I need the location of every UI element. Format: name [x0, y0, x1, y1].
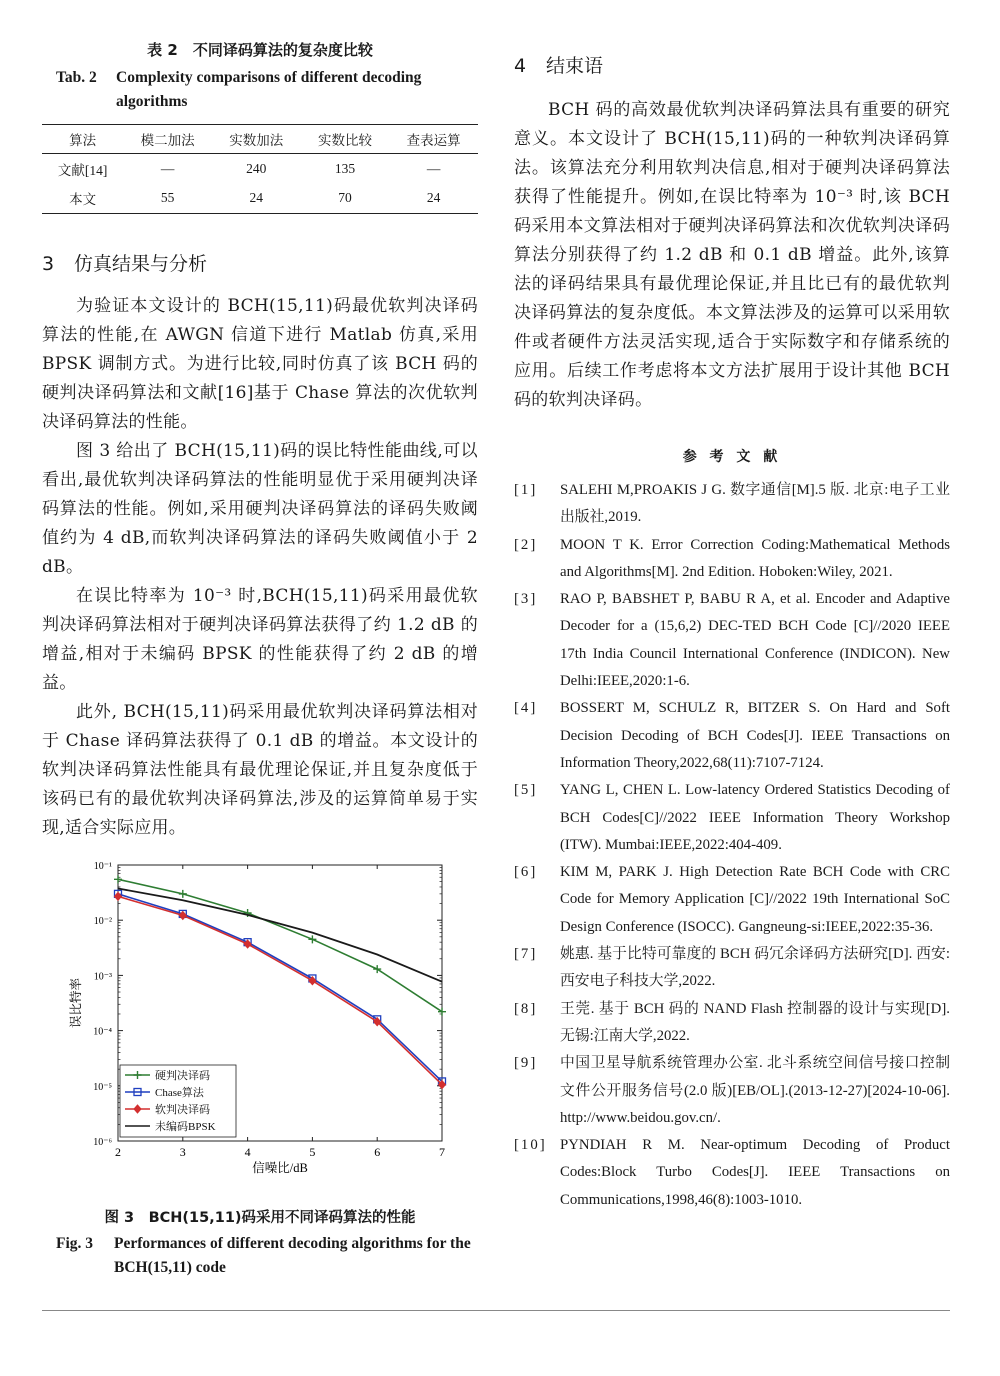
reference-number: [5] [514, 782, 538, 799]
left-column [42, 38, 478, 1287]
table-header-cell: 实数比较 [301, 125, 390, 154]
x-axis-label: 信噪比/dB [252, 1161, 308, 1175]
reference-number: [2] [514, 536, 538, 553]
table-header-cell: 实数加法 [212, 125, 301, 154]
table-cell: 240 [246, 160, 267, 176]
x-tick-label: 2 [115, 1145, 121, 1159]
table-label-en: Tab. 2 [56, 69, 97, 86]
reference-item [514, 586, 950, 695]
table-row [42, 184, 478, 214]
reference-item [514, 1050, 950, 1132]
reference-number: [10] [514, 1137, 547, 1154]
figure-caption-cn: 图 3 BCH(15,11)码采用不同译码算法的性能 [104, 1210, 416, 1226]
ber-chart [42, 857, 478, 1175]
series-point-0 [373, 965, 381, 973]
footer-divider [42, 1310, 950, 1311]
series-line-3 [118, 889, 442, 982]
reference-number: [8] [514, 1000, 538, 1017]
reference-item [514, 1132, 950, 1214]
table-cell: — [426, 160, 441, 176]
reference-text: RAO P, BABSHET P, BABU R A, et al. Encoder and Adaptive Decoder for a (15,6,2) DEC-TED BCH Code [C]//2020 IEEE 17th India Council International Conference (INDICON). New Delhi:IEEE,2020:1-6. [560, 591, 950, 690]
reference-number: [3] [514, 591, 538, 608]
table-header-cell: 查表运算 [389, 125, 478, 154]
table-cell: — [160, 160, 175, 176]
body-paragraph: BCH 码的高效最优软判决译码算法具有重要的研究意义。本文设计了 BCH(15,11)码的一种软判决译码算法。该算法充分利用软判决信息,相对于硬判决译码算法获得了性能提升。例如,在误比特率为 10⁻³ 时,该 BCH 码采用本文算法相对于硬判决译码算法和次优软判决译码算法分别获得了约 1.2 dB 和 0.1 dB 增益。此外,该算法的译码结果具有最优理论保证,并且比已有的最优软判决译码算法的复杂度低。本文算法涉及的运算可以采用软件或者硬件方法灵活实现,适合于实际数字和存储系统的应用。后续工作考虑将本文方法扩展用于设计其他 BCH 码的软判决译码。 [514, 100, 950, 410]
body-paragraph: 此外, BCH(15,11)码采用最优软判决译码算法相对于 Chase 译码算法获得了 0.1 dB 的增益。本文设计的软判决译码算法性能具有最优理论保证,并且复杂度低于该码已有的最优软判决译码算法,涉及的运算简单易于实现,适合实际应用。 [42, 702, 478, 838]
reference-text: SALEHI M,PROAKIS J G. 数字通信[M].5 版. 北京:电子工业出版社,2019. [560, 482, 950, 526]
section-4-heading [514, 52, 950, 80]
reference-text: 王莞. 基于 BCH 码的 NAND Flash 控制器的设计与实现[D]. 无锡:江南大学,2022. [560, 1000, 950, 1044]
y-axis-label: 误比特率 [69, 977, 83, 1029]
reference-text: KIM M, PARK J. High Detection Rate BCH Code with CRC Code for Memory Application [C]//2022 19th International SoC Design Conference (ISOCC). Gangneung-si:IEEE,2022:35-36. [560, 864, 950, 935]
legend-label: 软判决译码 [155, 1104, 210, 1116]
table-cell: 24 [426, 190, 441, 206]
y-tick-label: 10⁻³ [93, 971, 112, 983]
y-tick-label: 10⁻¹ [93, 861, 112, 872]
body-paragraph: 为验证本文设计的 BCH(15,11)码最优软判决译码算法的性能,在 AWGN 信道下进行 Matlab 仿真,采用 BPSK 调制方式。为进行比较,同时仿真了该 BCH 码的硬判决译码算法和文献[16]基于 Chase 算法的次优软判决译码算法的性能。 [42, 296, 478, 432]
reference-number: [7] [514, 946, 538, 963]
reference-text: MOON T K. Error Correction Coding:Mathematical Methods and Algorithms[M]. 2nd Edition. Hoboken:Wiley, 2021. [560, 536, 950, 580]
table-caption-en [42, 66, 478, 114]
y-tick-label: 10⁻⁴ [93, 1026, 112, 1038]
table-header-cell: 算法 [42, 125, 123, 154]
reference-text: BOSSERT M, SCHULZ R, BITZER S. On Hard and Soft Decision Decoding of BCH Codes[J]. IEEE Transactions on Information Theory,2022,68(11):7107-7124. [560, 700, 950, 771]
table-header-cell: 模二加法 [123, 125, 212, 154]
reference-text: YANG L, CHEN L. Low-latency Ordered Statistics Decoding of BCH Codes[C]//2022 IEEE Information Theory Workshop (ITW). Mumbai:IEEE,2022:404-409. [560, 782, 950, 853]
reference-item [514, 777, 950, 859]
table-cell: 24 [249, 190, 264, 206]
reference-text: 中国卫星导航系统管理办公室. 北斗系统空间信号接口控制文件公开服务信号(2.0 版)[EB/OL].(2013-12-27)[2024-10-06]. http://www.beidou.gov.cn/. [560, 1055, 950, 1126]
series-point-0 [438, 1008, 446, 1016]
reference-item [514, 695, 950, 777]
figure-caption-en-text: Performances of different decoding algorithms for the BCH(15,11) code [114, 1235, 471, 1276]
table-header-row [42, 125, 478, 154]
figure-label-en: Fig. 3 [56, 1235, 94, 1252]
y-tick-label: 10⁻⁵ [93, 1081, 112, 1093]
table-cell: 70 [338, 190, 352, 206]
series-line-1 [118, 894, 442, 1082]
series-point-0 [114, 875, 122, 883]
section-3-heading [42, 250, 478, 278]
reference-item [514, 532, 950, 587]
reference-item [514, 477, 950, 532]
table-row [42, 154, 478, 184]
reference-text: 姚惠. 基于比特可靠度的 BCH 码冗余译码方法研究[D]. 西安:西安电子科技大学,2022. [560, 946, 950, 990]
section-title: 仿真结果与分析 [74, 253, 208, 275]
table-caption-en-text: Complexity comparisons of different decoding algorithms [116, 69, 422, 110]
table-cell: 文献[14] [57, 162, 108, 178]
complexity-table [42, 124, 478, 214]
reference-item [514, 859, 950, 941]
reference-list [514, 477, 950, 1214]
legend-label: 硬判决译码 [155, 1070, 210, 1082]
reference-number: [6] [514, 864, 538, 881]
reference-number: [4] [514, 700, 538, 717]
section-title: 结束语 [546, 55, 604, 77]
x-tick-label: 4 [244, 1145, 251, 1159]
table-cell: 55 [160, 190, 175, 206]
series-line-0 [118, 879, 442, 1011]
reference-number: [1] [514, 482, 538, 498]
body-paragraph: 图 3 给出了 BCH(15,11)码的误比特性能曲线,可以看出,最优软判决译码算法的性能明显优于采用硬判决译码算法的性能。例如,采用硬判决译码算法的译码失败阈值约为 4 dB,而软判决译码算法的译码失败阈值小于 2 dB。 [42, 441, 478, 577]
references-title: 参 考 文 献 [682, 449, 782, 465]
section-number: 4 [514, 55, 527, 77]
right-column [514, 52, 950, 1214]
section-number: 3 [42, 253, 55, 275]
legend-label: Chase算法 [155, 1087, 204, 1099]
y-tick-label: 10⁻² [93, 916, 112, 928]
reference-text: PYNDIAH R M. Near-optimum Decoding of Product Codes:Block Turbo Codes[J]. IEEE Transactions on Communications,1998,46(8):1003-1010. [560, 1137, 950, 1208]
reference-number: [9] [514, 1055, 538, 1072]
table-cell: 本文 [69, 192, 97, 208]
figure-caption [42, 1206, 478, 1280]
series-point-0 [308, 935, 316, 943]
table-caption-cn: 表 2 不同译码算法的复杂度比较 [147, 41, 373, 59]
x-tick-label: 3 [179, 1145, 186, 1159]
x-tick-label: 7 [439, 1145, 445, 1159]
reference-item [514, 941, 950, 996]
reference-item [514, 996, 950, 1051]
legend-label: 未编码BPSK [155, 1121, 216, 1133]
y-tick-label: 10⁻⁶ [93, 1137, 112, 1148]
series-point-0 [179, 890, 187, 898]
x-tick-label: 6 [374, 1145, 381, 1159]
body-paragraph: 在误比特率为 10⁻³ 时,BCH(15,11)码采用最优软判决译码算法相对于硬判决译码算法获得了约 1.2 dB 的增益,相对于未编码 BPSK 的性能获得了约 2 dB 的增益。 [42, 586, 478, 693]
table-cell: 135 [334, 160, 356, 176]
x-tick-label: 5 [309, 1145, 316, 1159]
figure-caption-en [42, 1232, 478, 1280]
